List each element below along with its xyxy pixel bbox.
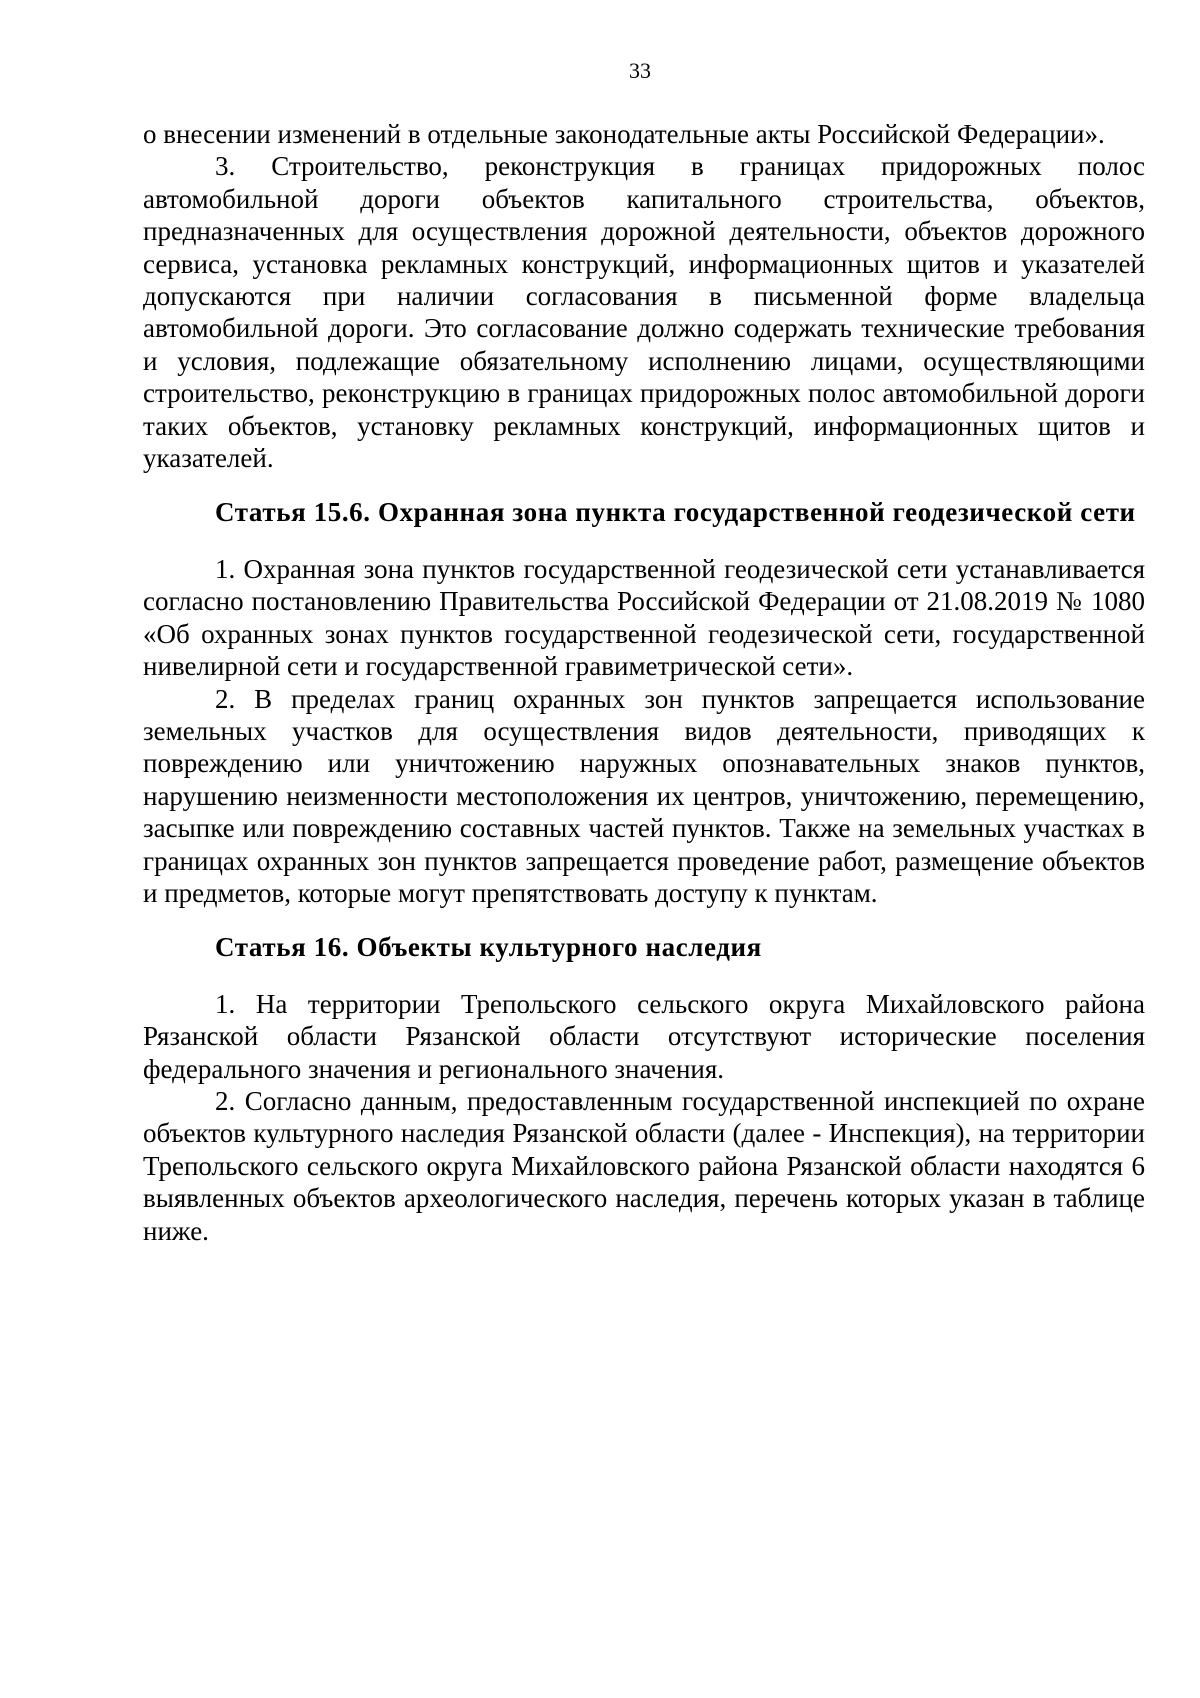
paragraph-15-6-item-2: 2. В пределах границ охранных зон пунктов запрещается использование земельных участков для осуществления видов деятельности, приводящих к повреждению или уничтожению наружных опознавательных знаков пунктов, нарушению неизменности местоположения их центров, уничтожению, перемещению, засыпке или повреждению составных частей пунктов. Также на земельных участках в границах охранных зон пунктов запрещается проведение работ, размещение объектов и предметов, которые могут препятствовать доступу к пунктам. xyxy=(143,683,1145,908)
spacer xyxy=(143,909,1145,931)
paragraph-16-item-2: 2. Согласно данным, предоставленным государственной инспекцией по охране объектов культурного наследия Рязанской области (далее - Инспекция), на территории Трепольского сельского округа Михайловского района Рязанской области находятся 6 выявленных объектов археологического наследия, перечень которых указан в таблице ниже. xyxy=(143,1085,1145,1246)
paragraph-15-6-item-1: 1. Охранная зона пунктов государственной геодезической сети устанавливается согласно постановлению Правительства Российской Федерации от 21.08.2019 № 1080 «Об охранных зонах пунктов государственной геодезической сети, государственной нивелирной сети и государственной гравиметрической сети». xyxy=(143,553,1145,682)
spacer xyxy=(143,474,1145,496)
paragraph-continuation: о внесении изменений в отдельные законодательные акты Российской Федерации». xyxy=(143,119,1105,149)
paragraph-item-3: 3. Строительство, реконструкция в границах придорожных полос автомобильной дороги объектов капитального строительства, объектов, предназначенных для осуществления дорожной деятельности, объектов дорожного сервиса, установка рекламных конструкций, информационных щитов и указателей допускаются при наличии согласования в письменной форме владельца автомобильной дороги. Это согласование должно содержать технические требования и условия, подлежащие обязательному исполнению лицами, осуществляющими строительство, реконструкцию в границах придорожных полос автомобильной дороги таких объектов, установку рекламных конструкций, информационных щитов и указателей. xyxy=(143,151,1145,474)
article-heading-16: Статья 16. Объекты культурного наследия xyxy=(215,932,762,963)
document-body xyxy=(143,118,1145,1247)
article-heading-15-6: Статья 15.6. Охранная зона пункта государственной геодезической сети xyxy=(215,497,1136,528)
paragraph-16-item-1: 1. На территории Трепольского сельского округа Михайловского района Рязанской области Рязанской области отсутствуют исторические поселения федерального значения и регионального значения. xyxy=(143,988,1145,1084)
spacer xyxy=(143,529,1145,553)
spacer xyxy=(143,964,1145,988)
page-number: 33 xyxy=(629,58,651,83)
